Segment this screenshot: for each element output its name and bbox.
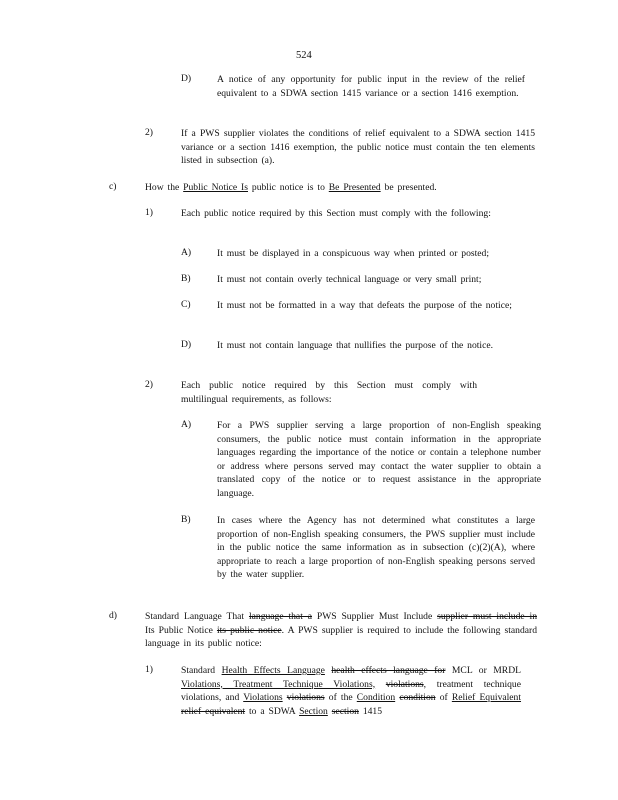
c2-a-label: A): [181, 419, 192, 430]
item-d-text: A notice of any opportunity for public input in the review of the relief equivalent to a SDWA section 1415 variance or a section 1416 exemption.: [217, 74, 525, 99]
c1-c-label: C): [181, 299, 191, 310]
item-d-label: D): [181, 73, 192, 84]
c2-label: 2): [145, 379, 153, 390]
c1-b-text: It must not contain overly technical language or very small print;: [217, 274, 482, 285]
c1-a-label: A): [181, 247, 192, 258]
section-c-heading: How the Public Notice Is public notice is to Be Presented be presented.: [145, 182, 437, 193]
section-c-label: c): [109, 181, 117, 192]
item-2-label: 2): [145, 127, 153, 138]
c2-text: Each public notice required by this Section must comply with multilingual requirements, as follows:: [181, 380, 477, 405]
page-number: 524: [296, 50, 312, 61]
d1-text: Standard Health Effects Language health effects language for MCL or MRDL Violations, Treatment Technique Violations, violations, treatment technique violations, and Violations violations of the Condition condition of Relief Equivalent relief equivalent to a SDWA Section section 1415: [181, 665, 522, 717]
c1-text: Each public notice required by this Section must comply with the following:: [181, 208, 491, 219]
c2-a-text: For a PWS supplier serving a large proportion of non-English speaking consumers, the public notice must contain information in the appropriate languages regarding the importance of the notice or contain a telephone number or address where persons served may contact the water supplier to obtain a translated copy of the notice or to request assistance in the appropriate language.: [217, 420, 541, 499]
c2-b-label: B): [181, 514, 191, 525]
c1-label: 1): [145, 207, 153, 218]
c1-d-label: D): [181, 339, 192, 350]
item-2-text: If a PWS supplier violates the conditions of relief equivalent to a SDWA section 1415 variance or a section 1416 exemption, the public notice must contain the ten elements listed in subsection (a).: [181, 128, 535, 167]
c1-c-text: It must not be formatted in a way that defeats the purpose of the notice;: [217, 300, 512, 311]
c2-b-text: In cases where the Agency has not determined what constitutes a large proportion of non-English speaking consumers, the PWS supplier must include in the public notice the same information as in subsection (c)(2)(A), where appropriate to reach a large proportion of non-English speaking persons served by the water supplier.: [217, 515, 535, 581]
c1-a-text: It must be displayed in a conspicuous way when printed or posted;: [217, 248, 490, 259]
section-d-label: d): [109, 610, 117, 621]
d1-label: 1): [145, 664, 153, 675]
c1-d-text: It must not contain language that nullifies the purpose of the notice.: [217, 340, 493, 351]
section-d-text: Standard Language That language that a PWS Supplier Must Include supplier must include in Its Public Notice its public notice. A PWS supplier is required to include the following standard language in its public notice:: [145, 611, 537, 650]
c1-b-label: B): [181, 273, 191, 284]
